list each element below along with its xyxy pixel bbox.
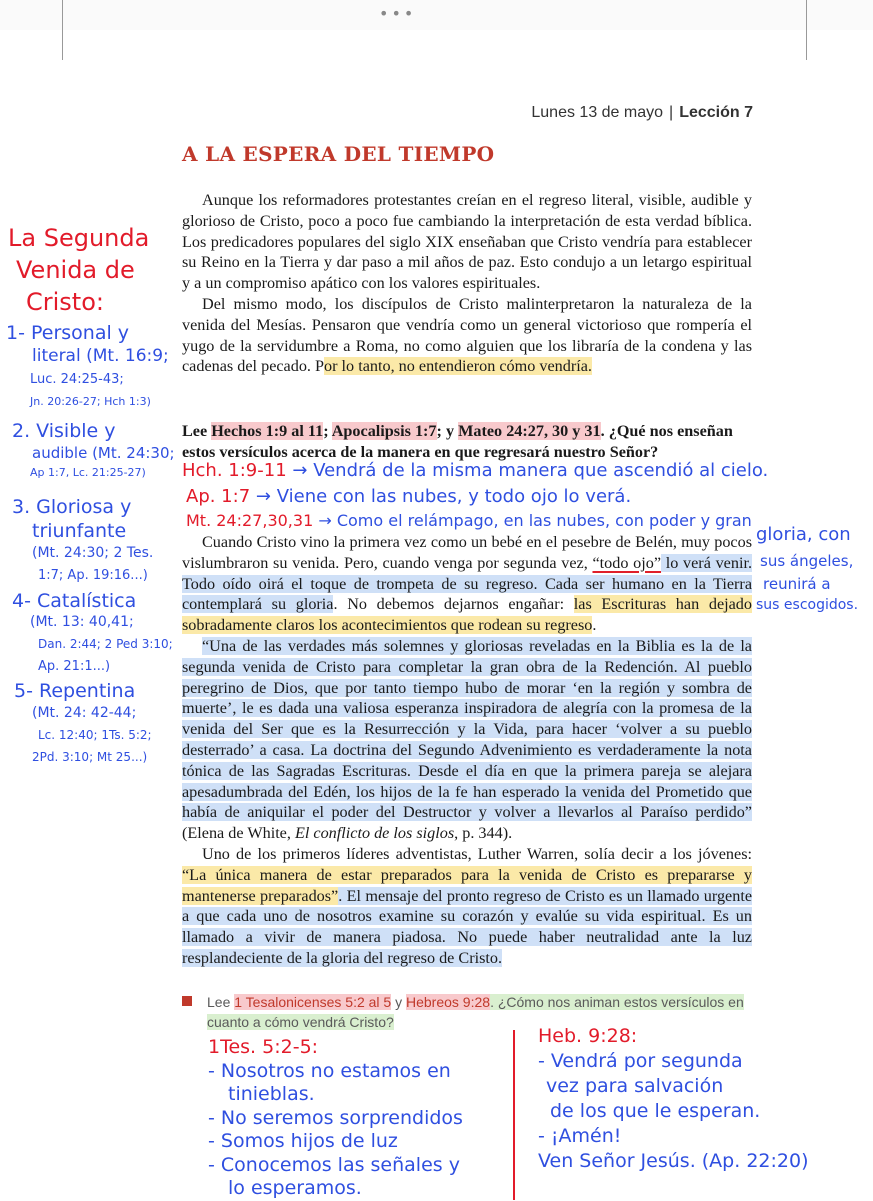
margin-note: triunfante [32, 520, 127, 542]
more-options-icon[interactable]: ••• [379, 4, 417, 23]
margin-heading: Cristo: [26, 288, 104, 316]
header-lesson: Lección 7 [679, 104, 753, 121]
notes-divider [513, 1030, 515, 1200]
question-2: Lee 1 Tesalonicenses 5:2 al 5 y Hebreos 9:28. ¿Cómo nos animan estos versículos en cuanto a cómo vendrá Cristo? [207, 994, 744, 1030]
margin-note: (Mt. 24: 42-44; [32, 705, 137, 721]
paragraph-4: Uno de los primeros líderes adventistas, Luther Warren, solía decir a los jóvenes: “La única manera de estar preparados para la venida de Cristo es prepararse y mantenerse preparados”. El mensaje del pronto regreso de Cristo es un llamado urgente a que cada uno de nosotros examine su corazón y evalúe su vida espiritual. Es un llamado a vivir de manera piadosa. No puede haber neutralidad ante la luz resplandeciente de la gloria del regreso de Cristo. [182, 844, 753, 967]
verse-ref: Apocalipsis 1:7 [331, 422, 437, 440]
main-section [182, 532, 752, 969]
page-edge-line [806, 0, 807, 60]
question-bullet-icon [182, 996, 192, 1006]
right-note-3: reunirá a [763, 575, 831, 593]
paragraph-2: Del mismo modo, los discípulos de Cristo malinterpretaron la naturaleza de la venida del Mesías. Pensaron que vendría como un general victorioso que rompería el yugo de la servidumbre a Roma, no como alguien que los libraría de la condena y las cadenas del pecado. Por lo tanto, no entendieron cómo vendría. [182, 294, 752, 376]
right-note-2: sus ángeles, [760, 552, 854, 570]
note-mt: Mt. 24:27,30,31 → Como el relámpago, en las nubes, con poder y gran [186, 511, 752, 530]
margin-note: Lc. 12:40; 1Ts. 5:2; [38, 728, 152, 742]
margin-note: 4- Catalística [12, 590, 137, 612]
ellen-white-quote: “Una de las verdades más solemnes y gloriosas reveladas en la Biblia es la de la segunda venida de Cristo para completar la gran obra de la Redención. Al pueblo peregrino de Dios, que por tanto tiempo hubo de morar ‘en la región y sombra de muerte’, le es dada una valiosa esperanza inspiradora de alegría con la promesa de la venida del Ser que es la Resurrección y la Vida, para hacer ‘volver a su pueblo desterrado’ a casa. La doctrina del Segundo Advenimiento es verdaderamente la nota tónica de las Sagradas Escrituras. Desde el día en que la primera pareja se alejara apesadumbrada del Edén, los hijos de la fe han esperado la venida del Prometido que había de aniquilar el poder del Destructor y volver a llevarlos al Paraíso perdido” (Elena de White, El conflicto de los siglos, p. 344). [182, 636, 752, 843]
margin-heading: La Segunda [8, 224, 150, 252]
verse-ref: Mateo 24:27, 30 y 31 [458, 422, 601, 440]
margin-note: (Mt. 24:30; 2 Tes. [32, 545, 154, 561]
margin-note: Jn. 20:26-27; Hch 1:3) [30, 395, 151, 408]
margin-note: Ap 1:7, Lc. 21:25-27) [30, 466, 146, 479]
margin-note: 2Pd. 3:10; Mt 25...) [32, 750, 148, 764]
page-title: A LA ESPERA DEL TIEMPO [182, 142, 495, 166]
margin-note: (Mt. 13: 40,41; [30, 614, 134, 630]
notes-1tes: 1Tes. 5:2-5: - Nosotros no estamos en tinieblas. - No seremos sorprendidos - Somos hijos de luz - Conocemos las señales y lo esperamos. [208, 1036, 463, 1199]
right-note-1: gloria, con [756, 524, 851, 545]
page-header: Lunes 13 de mayo | Lección 7 [531, 104, 753, 121]
margin-note: Luc. 24:25-43; [30, 372, 124, 387]
margin-note: literal (Mt. 16:9; [32, 346, 169, 366]
note-hch: Hch. 1:9-11 → Vendrá de la misma manera que ascendió al cielo. [182, 460, 769, 481]
margin-note: audible (Mt. 24:30; [32, 444, 175, 462]
right-note-4: sus escogidos. [756, 597, 859, 613]
page-edge-line [62, 0, 63, 60]
note-ap: Ap. 1:7 → Viene con las nubes, y todo ojo lo verá. [186, 486, 632, 507]
margin-note: 1:7; Ap. 19:16...) [38, 568, 148, 583]
verse-ref: Hechos 1:9 al 11 [211, 422, 324, 440]
notes-heb: Heb. 9:28: - Vendrá por segunda vez para salvación de los que le esperan. - ¡Amén! Ven Señor Jesús. (Ap. 22:20) [538, 1025, 809, 1172]
top-bar [0, 0, 873, 30]
margin-heading: Venida de [16, 256, 135, 284]
margin-note: 3. Gloriosa y [12, 496, 132, 518]
header-date: Lunes 13 de mayo [531, 104, 664, 121]
highlight: or lo tanto, no entendieron cómo vendría. [324, 357, 592, 376]
paragraph-1: Aunque los reformadores protestantes creían en el regreso literal, visible, audible y glorioso de Cristo, poco a poco fue cambiando la interpretación de esta verdad bíblica. Los predicadores populares del siglo XIX enseñaban que Cristo vendría para establecer su Reino en la Tierra y dar paso a mil años de paz. Esto condujo a un letargo espiritual y a un compromiso apático con los valores espirituales. [182, 191, 752, 293]
margin-note: 1- Personal y [6, 322, 130, 344]
margin-note: 2. Visible y [12, 420, 116, 442]
paragraph-3: Cuando Cristo vino la primera vez como un bebé en el pesebre de Belén, muy pocos vislumbraron su venida. Pero, cuando venga por segunda vez, “todo ojo” lo verá venir. Todo oído oirá el toque de trompeta de su regreso. Cada ser humano en la Tierra contemplará su gloria. No debemos dejarnos engañar: las Escrituras han dejado sobradamente claros los acontecimientos que rodean su regreso. [182, 533, 752, 635]
margin-note: Ap. 21:1...) [38, 659, 111, 674]
margin-note: Dan. 2:44; 2 Ped 3:10; [38, 637, 173, 651]
study-question: Lee Hechos 1:9 al 11; Apocalipsis 1:7; y Mateo 24:27, 30 y 31. ¿Qué nos enseñan estos versículos acerca de la manera en que regresará nuestro Señor? [182, 422, 733, 461]
margin-note: 5- Repentina [14, 680, 136, 702]
intro-section [182, 190, 752, 377]
